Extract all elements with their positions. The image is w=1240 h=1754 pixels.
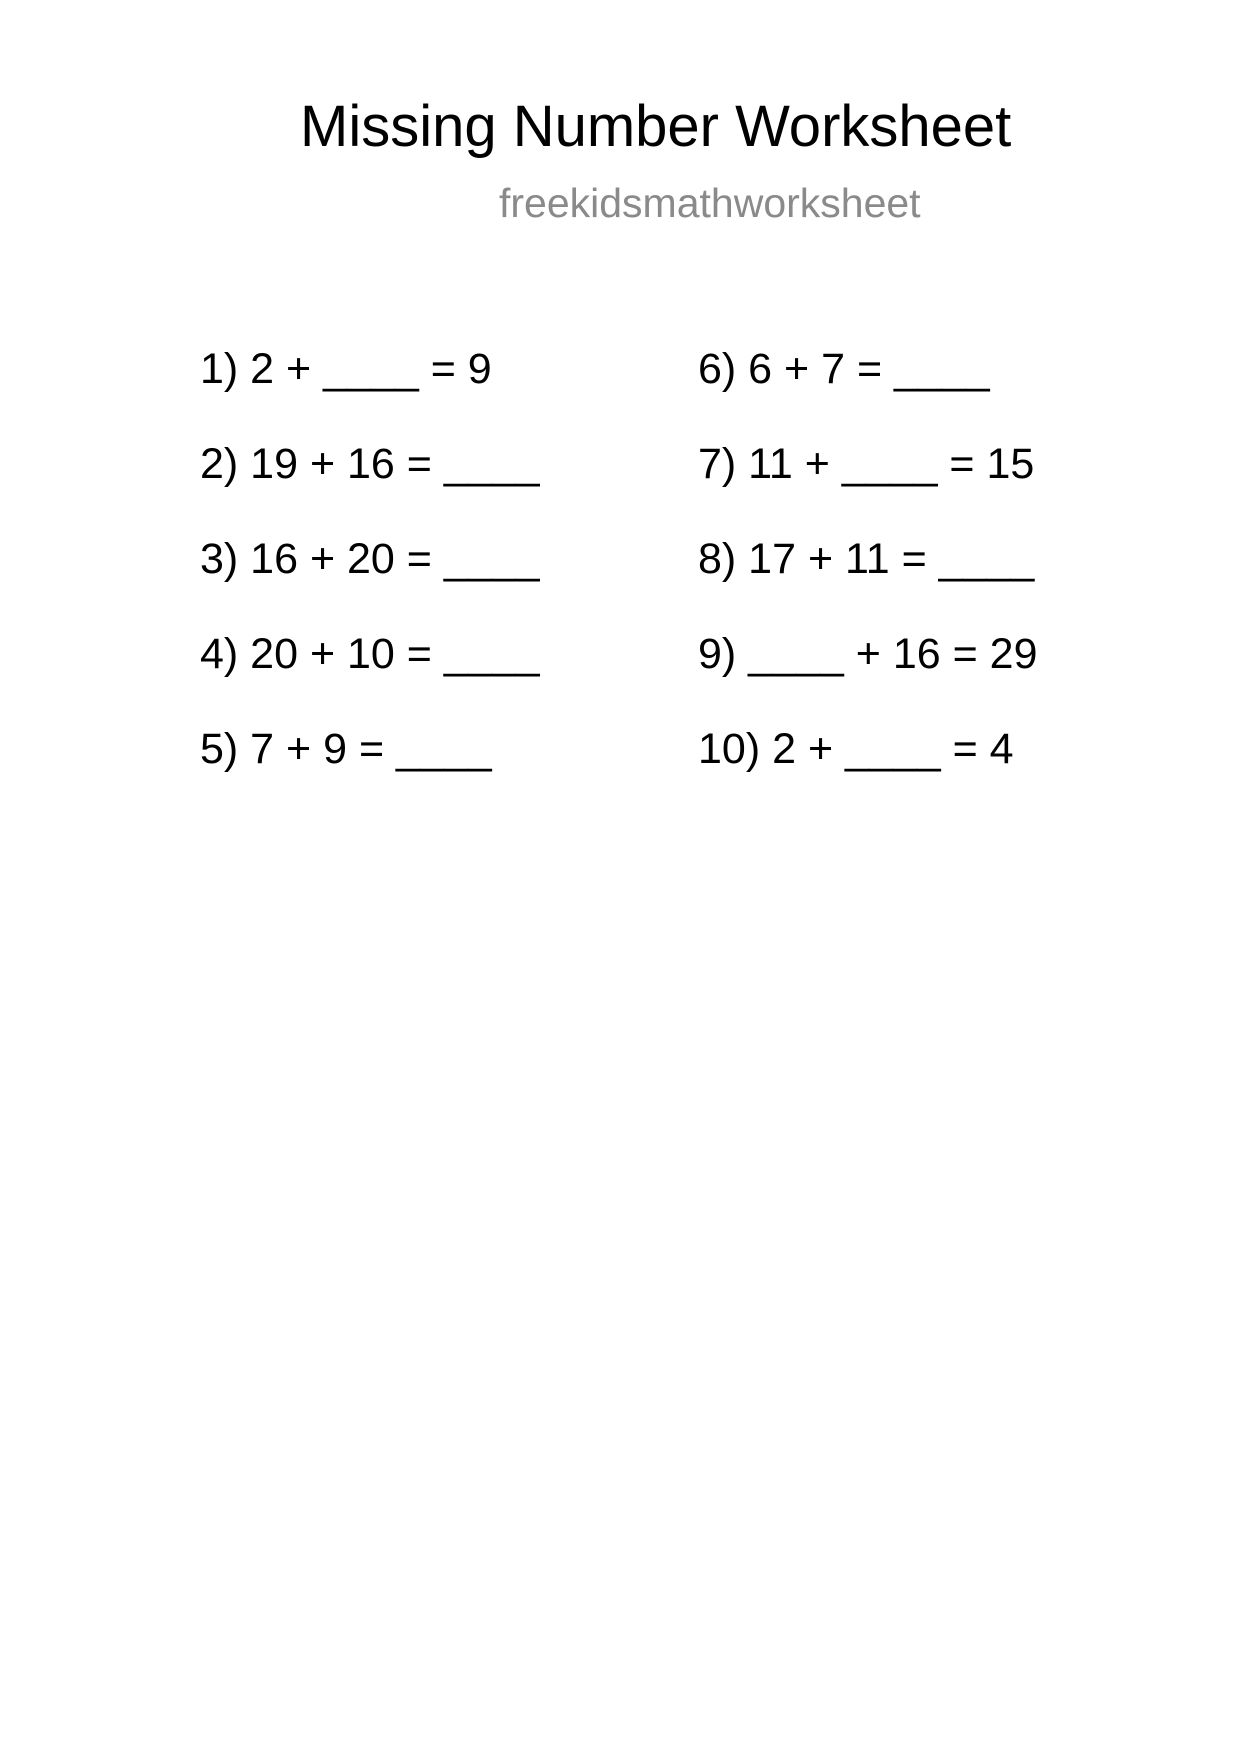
problem-4: 4) 20 + 10 = ____ bbox=[200, 630, 540, 678]
problem-5: 5) 7 + 9 = ____ bbox=[200, 725, 492, 773]
worksheet-subtitle: freekidsmathworksheet bbox=[499, 180, 921, 226]
problem-1: 1) 2 + ____ = 9 bbox=[200, 345, 492, 393]
problem-2: 2) 19 + 16 = ____ bbox=[200, 440, 540, 488]
worksheet-title: Missing Number Worksheet bbox=[300, 94, 1012, 159]
problem-8: 8) 17 + 11 = ____ bbox=[698, 535, 1035, 583]
problem-9: 9) ____ + 16 = 29 bbox=[698, 630, 1038, 678]
problem-3: 3) 16 + 20 = ____ bbox=[200, 535, 540, 583]
problem-10: 10) 2 + ____ = 4 bbox=[698, 725, 1014, 773]
problem-6: 6) 6 + 7 = ____ bbox=[698, 345, 990, 393]
problem-7: 7) 11 + ____ = 15 bbox=[698, 440, 1035, 488]
problem-list bbox=[200, 345, 1100, 798]
